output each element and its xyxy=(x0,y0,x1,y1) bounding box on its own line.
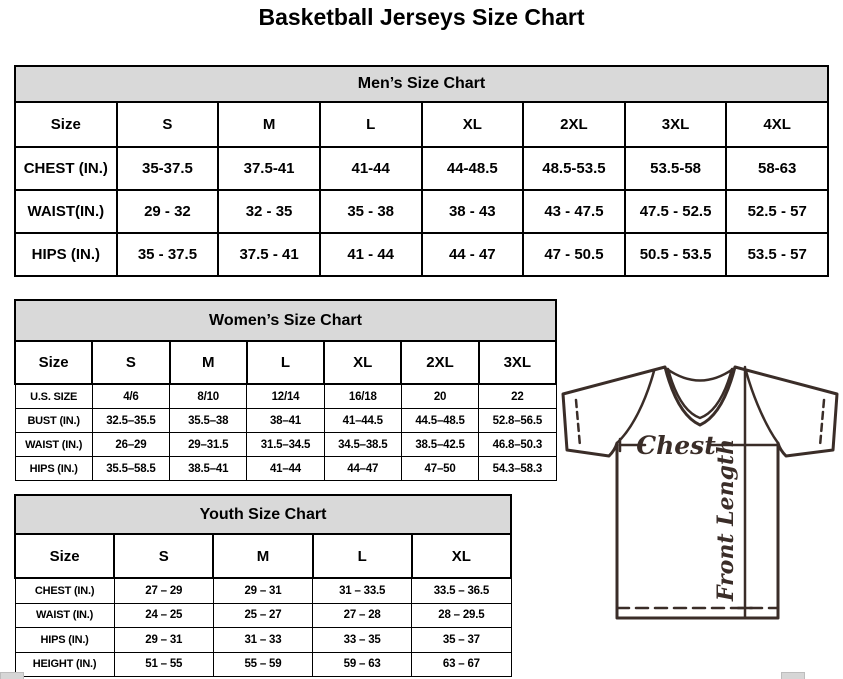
row-label: BUST (IN.) xyxy=(15,409,92,433)
table-cell: 54.3–58.3 xyxy=(479,457,556,481)
table-cell: 37.5-41 xyxy=(218,147,320,190)
row-label: WAIST (IN.) xyxy=(15,433,92,457)
table-row xyxy=(15,433,556,457)
column-header: 2XL xyxy=(401,341,478,384)
table-row xyxy=(15,603,511,628)
column-header: XL xyxy=(324,341,401,384)
table-cell: 47–50 xyxy=(401,457,478,481)
column-header: 3XL xyxy=(479,341,556,384)
table-title: Youth Size Chart xyxy=(15,495,511,534)
table-cell: 20 xyxy=(401,384,478,409)
row-label: WAIST (IN.) xyxy=(15,603,114,628)
table-cell: 32 - 35 xyxy=(218,190,320,233)
column-header: XL xyxy=(422,102,524,147)
table-cell: 4/6 xyxy=(92,384,169,409)
table-row xyxy=(15,652,511,677)
column-header: Size xyxy=(15,102,117,147)
youth-size-table xyxy=(14,494,512,677)
table-cell: 41–44.5 xyxy=(324,409,401,433)
table-cell: 35-37.5 xyxy=(117,147,219,190)
column-header: S xyxy=(117,102,219,147)
table-cell: 16/18 xyxy=(324,384,401,409)
table-cell: 12/14 xyxy=(247,384,324,409)
bottom-left-handle-artifact xyxy=(0,672,24,679)
table-cell: 51 – 55 xyxy=(114,652,213,677)
table-cell: 41-44 xyxy=(320,147,422,190)
table-cell: 48.5-53.5 xyxy=(523,147,625,190)
table-cell: 38.5–41 xyxy=(170,457,247,481)
table-cell: 63 – 67 xyxy=(412,652,511,677)
table-cell: 52.8–56.5 xyxy=(479,409,556,433)
table-cell: 41–44 xyxy=(247,457,324,481)
table-cell: 27 – 29 xyxy=(114,578,213,603)
row-label: U.S. SIZE xyxy=(15,384,92,409)
table-cell: 27 – 28 xyxy=(313,603,412,628)
table-cell: 29 - 32 xyxy=(117,190,219,233)
table-cell: 37.5 - 41 xyxy=(218,233,320,276)
column-header: M xyxy=(213,534,312,578)
table-cell: 55 – 59 xyxy=(213,652,312,677)
row-label: HIPS (IN.) xyxy=(15,457,92,481)
table-row xyxy=(15,233,828,276)
row-label: CHEST (IN.) xyxy=(15,147,117,190)
womens-size-table xyxy=(14,299,557,481)
table-cell: 44 - 47 xyxy=(422,233,524,276)
table-title: Men’s Size Chart xyxy=(15,66,828,102)
table-row xyxy=(15,190,828,233)
jersey-measurement-diagram xyxy=(557,358,843,628)
table-cell: 44-48.5 xyxy=(422,147,524,190)
column-header: Size xyxy=(15,341,92,384)
collar-top-arc xyxy=(667,369,733,381)
table-cell: 38–41 xyxy=(247,409,324,433)
table-cell: 53.5-58 xyxy=(625,147,727,190)
table-row xyxy=(15,384,556,409)
table-cell: 31 – 33.5 xyxy=(313,578,412,603)
table-row xyxy=(15,147,828,190)
table-cell: 43 - 47.5 xyxy=(523,190,625,233)
row-label: HIPS (IN.) xyxy=(15,628,114,653)
table-row xyxy=(15,578,511,603)
table-cell: 38.5–42.5 xyxy=(401,433,478,457)
table-cell: 29–31.5 xyxy=(170,433,247,457)
mens-size-table xyxy=(14,65,829,277)
table-cell: 58-63 xyxy=(726,147,828,190)
table-row xyxy=(15,628,511,653)
table-cell: 8/10 xyxy=(170,384,247,409)
column-header: S xyxy=(114,534,213,578)
table-cell: 32.5–35.5 xyxy=(92,409,169,433)
row-label: HIPS (IN.) xyxy=(15,233,117,276)
column-header: XL xyxy=(412,534,511,578)
table-cell: 46.8–50.3 xyxy=(479,433,556,457)
table-cell: 34.5–38.5 xyxy=(324,433,401,457)
row-label: CHEST (IN.) xyxy=(15,578,114,603)
table-cell: 59 – 63 xyxy=(313,652,412,677)
table-cell: 35.5–58.5 xyxy=(92,457,169,481)
column-header: S xyxy=(92,341,169,384)
chest-label: Chest xyxy=(636,431,716,460)
table-cell: 31 – 33 xyxy=(213,628,312,653)
table-cell: 41 - 44 xyxy=(320,233,422,276)
column-header: L xyxy=(320,102,422,147)
table-cell: 50.5 - 53.5 xyxy=(625,233,727,276)
table-cell: 25 – 27 xyxy=(213,603,312,628)
table-cell: 29 – 31 xyxy=(213,578,312,603)
column-header: M xyxy=(170,341,247,384)
table-row xyxy=(15,409,556,433)
jersey-outline-shape xyxy=(563,367,837,618)
column-header: 4XL xyxy=(726,102,828,147)
table-cell: 24 – 25 xyxy=(114,603,213,628)
table-row xyxy=(15,457,556,481)
table-cell: 44.5–48.5 xyxy=(401,409,478,433)
column-header: L xyxy=(247,341,324,384)
table-title: Women’s Size Chart xyxy=(15,300,556,341)
table-cell: 33 – 35 xyxy=(313,628,412,653)
table-cell: 52.5 - 57 xyxy=(726,190,828,233)
table-cell: 38 - 43 xyxy=(422,190,524,233)
table-cell: 22 xyxy=(479,384,556,409)
row-label: WAIST(IN.) xyxy=(15,190,117,233)
column-header: M xyxy=(218,102,320,147)
table-cell: 35 – 37 xyxy=(412,628,511,653)
bottom-right-handle-artifact xyxy=(781,672,805,679)
table-cell: 47.5 - 52.5 xyxy=(625,190,727,233)
table-cell: 44–47 xyxy=(324,457,401,481)
column-header: Size xyxy=(15,534,114,578)
table-cell: 31.5–34.5 xyxy=(247,433,324,457)
page-title: Basketball Jerseys Size Chart xyxy=(258,4,585,30)
row-label: HEIGHT (IN.) xyxy=(15,652,114,677)
table-cell: 35 - 38 xyxy=(320,190,422,233)
table-cell: 35.5–38 xyxy=(170,409,247,433)
table-cell: 26–29 xyxy=(92,433,169,457)
column-header: 3XL xyxy=(625,102,727,147)
table-cell: 35 - 37.5 xyxy=(117,233,219,276)
column-header: 2XL xyxy=(523,102,625,147)
table-cell: 29 – 31 xyxy=(114,628,213,653)
table-cell: 28 – 29.5 xyxy=(412,603,511,628)
column-header: L xyxy=(313,534,412,578)
table-cell: 47 - 50.5 xyxy=(523,233,625,276)
table-cell: 53.5 - 57 xyxy=(726,233,828,276)
table-cell: 33.5 – 36.5 xyxy=(412,578,511,603)
front-length-label: Front Length xyxy=(713,438,739,602)
